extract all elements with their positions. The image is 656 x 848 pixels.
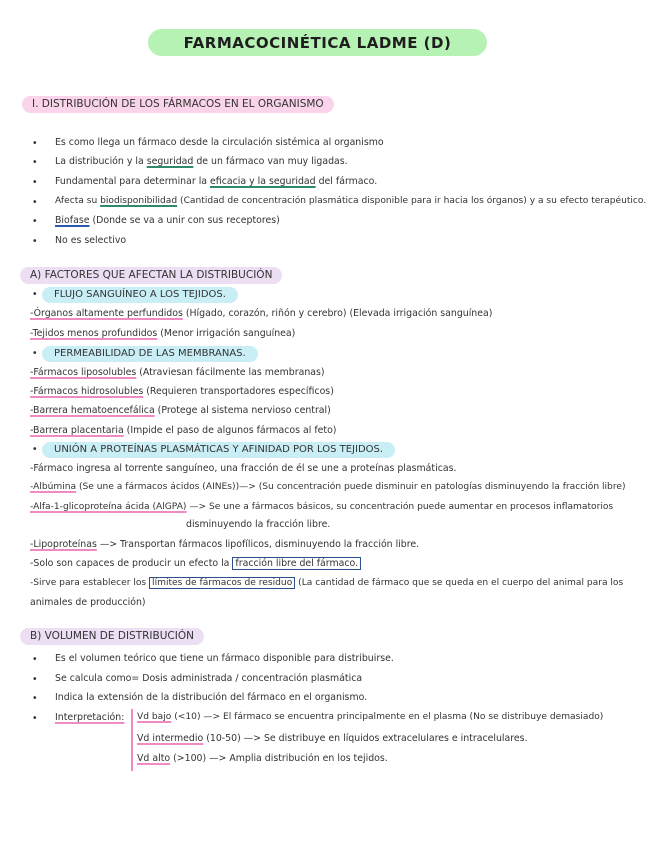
underlined-term: -Barrera hematoencefálica bbox=[30, 405, 155, 416]
page-title-text: FARMACOCINÉTICA LADME (D) bbox=[183, 33, 452, 52]
list-item bbox=[137, 752, 388, 765]
list-item-text: -Solo son capaces de producir un efecto la bbox=[30, 558, 233, 569]
list-item bbox=[30, 385, 334, 398]
underlined-term: Vd intermedio bbox=[137, 733, 204, 744]
underlined-term: -Tejidos menos profundidos bbox=[30, 328, 158, 339]
boxed-term: límites de fármacos de residuo bbox=[149, 577, 295, 589]
bullet-dot: • bbox=[32, 197, 38, 208]
interpretation-label: Interpretación: bbox=[55, 712, 125, 723]
section-heading-distribucion: I. DISTRIBUCIÓN DE LOS FÁRMACOS EN EL ORGANISMO bbox=[22, 96, 334, 113]
underlined-term: Biofase bbox=[55, 215, 90, 226]
boxed-term: fracción libre del fármaco. bbox=[232, 557, 361, 570]
subheading-permeabilidad: PERMEABILIDAD DE LAS MEMBRANAS. bbox=[42, 346, 258, 362]
underlined-term: -Alfa-1-glicoproteína ácida (AlGPA) bbox=[30, 502, 187, 512]
underlined-term: -Fármacos liposolubles bbox=[30, 367, 137, 378]
list-item: Se calcula como= Dosis administrada / concentración plasmática bbox=[55, 673, 363, 684]
bullet-dot: • bbox=[32, 289, 38, 300]
list-item-text: del fármaco. bbox=[315, 176, 378, 187]
list-item bbox=[30, 366, 325, 379]
bullet-dot: • bbox=[32, 177, 38, 188]
list-item-text: —> Transportan fármacos lipofílicos, disminuyendo la fracción libre. bbox=[96, 539, 420, 550]
list-item-text: (>100) —> Amplia distribución en los tejidos. bbox=[170, 753, 388, 764]
list-item bbox=[55, 136, 384, 149]
list-item-text: Es como llega un fármaco desde la circulación sistémica al organismo bbox=[55, 137, 384, 148]
list-item bbox=[55, 195, 646, 208]
list-item: Indica la extensión de la distribución del fármaco en el organismo. bbox=[55, 692, 368, 703]
bullet-dot: • bbox=[32, 138, 38, 149]
list-item-text: La distribución y la bbox=[55, 156, 147, 167]
list-item bbox=[30, 481, 626, 494]
list-item-text: de un fármaco van muy ligadas. bbox=[193, 156, 348, 167]
underlined-term: biodisponibilidad bbox=[100, 196, 178, 206]
underlined-term: -Fármacos hidrosolubles bbox=[30, 386, 144, 397]
list-item-text: (Se une a fármacos ácidos (AINEs))—> (Su concentración puede disminuir en patologías disminuyendo la fracción libre) bbox=[76, 482, 626, 492]
list-item-text: No es selectivo bbox=[55, 235, 127, 246]
list-item bbox=[30, 307, 492, 320]
list-item bbox=[30, 424, 336, 437]
list-item-text: (Cantidad de concentración plasmática disponible para ir hacia los órganos) y a su efecto terapéutico. bbox=[177, 196, 647, 206]
subheading-union-proteinas: UNIÓN A PROTEÍNAS PLASMÁTICAS Y AFINIDAD POR LOS TEJIDOS. bbox=[42, 442, 395, 458]
list-item bbox=[30, 538, 419, 551]
bullet-dot: • bbox=[32, 693, 38, 704]
underlined-term: -Órganos altamente perfundidos bbox=[30, 308, 183, 319]
list-item-text: -Sirve para establecer los bbox=[30, 578, 150, 588]
underlined-term: Vd alto bbox=[137, 753, 171, 764]
bullet-dot: • bbox=[32, 674, 38, 685]
page-title bbox=[148, 29, 487, 56]
list-item bbox=[55, 234, 126, 247]
list-item bbox=[30, 404, 331, 417]
list-item-text: (La cantidad de fármaco que se queda en el cuerpo del animal para los bbox=[295, 578, 624, 588]
bullet-dot: • bbox=[32, 713, 38, 724]
underlined-term: Vd bajo bbox=[137, 712, 172, 722]
list-item bbox=[137, 711, 603, 724]
list-item bbox=[30, 327, 295, 340]
list-item-text: (Protege al sistema nervioso central) bbox=[154, 405, 331, 416]
list-item-text: (Impide el paso de algunos fármacos al feto) bbox=[123, 425, 337, 436]
bullet-dot: • bbox=[32, 157, 38, 168]
list-item-text: (Atraviesan fácilmente las membranas) bbox=[136, 367, 325, 378]
underlined-term: seguridad bbox=[146, 156, 194, 167]
list-item-text: (Donde se va a unir con sus receptores) bbox=[89, 215, 280, 226]
underlined-term: -Lipoproteínas bbox=[30, 539, 97, 550]
subheading-flujo: FLUJO SANGUÍNEO A LOS TEJIDOS. bbox=[42, 287, 238, 303]
underlined-term: eficacia y la seguridad bbox=[210, 176, 316, 187]
bullet-dot: • bbox=[32, 444, 38, 455]
list-item bbox=[30, 577, 623, 590]
list-item-continuation: animales de producción) bbox=[30, 597, 146, 608]
list-item-text: (Hígado, corazón, riñón y cerebro) (Elevada irrigación sanguínea) bbox=[182, 308, 493, 319]
underlined-term: -Barrera placentaria bbox=[30, 425, 124, 436]
list-item-text: Fundamental para determinar la bbox=[55, 176, 211, 187]
list-item bbox=[137, 732, 528, 745]
section-heading-factores: A) FACTORES QUE AFECTAN LA DISTRIBUCIÓN bbox=[20, 267, 282, 284]
list-item bbox=[55, 175, 377, 188]
list-item-text: —> Se une a fármacos básicos, su concentración puede aumentar en procesos inflamatorios bbox=[186, 502, 614, 512]
section-heading-volumen: B) VOLUMEN DE DISTRIBUCIÓN bbox=[20, 628, 204, 645]
bullet-dot: • bbox=[32, 348, 38, 359]
underlined-term: -Albúmina bbox=[30, 482, 77, 492]
list-item-text: (Menor irrigación sanguínea) bbox=[157, 328, 296, 339]
list-item: Es el volumen teórico que tiene un fármaco disponible para distribuirse. bbox=[55, 653, 394, 664]
list-item-text: (10-50) —> Se distribuye en líquidos extracelulares e intracelulares. bbox=[203, 733, 528, 744]
list-item bbox=[30, 501, 613, 514]
bullet-dot: • bbox=[32, 216, 38, 227]
interpretation-bracket bbox=[131, 709, 133, 771]
list-item-continuation: disminuyendo la fracción libre. bbox=[186, 519, 331, 530]
list-item-text: (Requieren transportadores específicos) bbox=[143, 386, 334, 397]
list-item: -Fármaco ingresa al torrente sanguíneo, una fracción de él se une a proteínas plasmáticas. bbox=[30, 463, 457, 474]
list-item bbox=[55, 214, 280, 227]
list-item-text: Afecta su bbox=[55, 196, 101, 206]
list-item-text: (<10) —> El fármaco se encuentra principalmente en el plasma (No se distribuye demasiado) bbox=[171, 712, 604, 722]
bullet-dot: • bbox=[32, 236, 38, 247]
bullet-dot: • bbox=[32, 654, 38, 665]
list-item bbox=[55, 155, 348, 168]
list-item bbox=[30, 557, 361, 570]
